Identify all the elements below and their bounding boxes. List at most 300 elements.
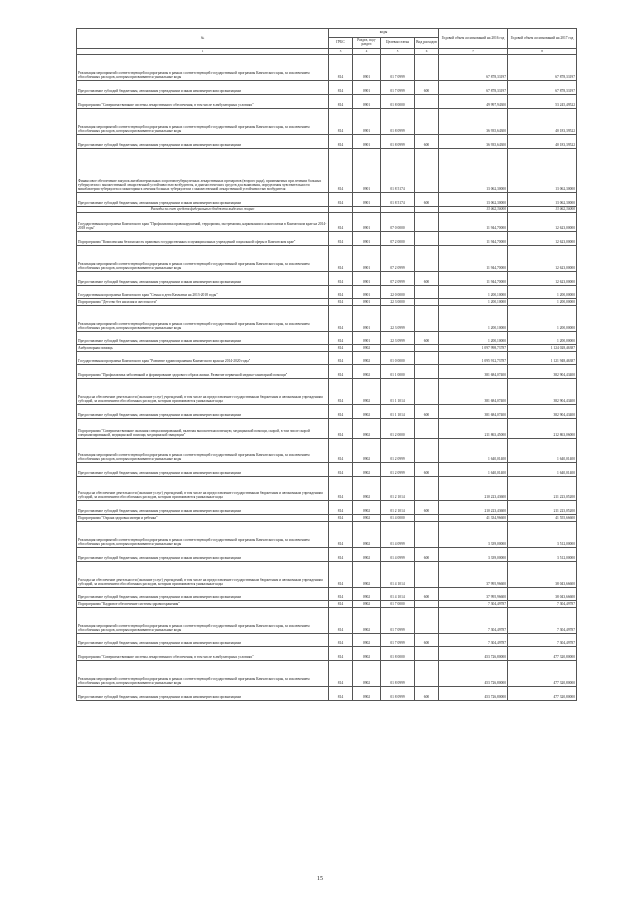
amount-2016-cell: 41 334,96600: [439, 515, 508, 522]
amount-2017-cell: 38 043,66600: [508, 562, 577, 588]
celevaya-statya-cell: 01 7 0000: [381, 601, 415, 608]
celevaya-statya-cell: 01 8 5174: [381, 193, 415, 207]
amount-2016-cell: 381 684,07400: [439, 379, 508, 405]
razdel-cell: 0902: [353, 352, 381, 365]
row-name-cell: Предоставление субсидий бюджетным, автономным учреждениям и иным некоммерческим организациям: [77, 588, 329, 601]
grbs-cell: 814: [329, 286, 353, 299]
header-celevaya: Целевая статья: [381, 38, 415, 49]
amount-2017-cell: 212 863,06000: [508, 419, 577, 439]
razdel-cell: 0902: [353, 379, 381, 405]
grbs-cell: 814: [329, 588, 353, 601]
razdel-cell: 0901: [353, 232, 381, 246]
amount-2017-cell: 12 623,00000: [508, 246, 577, 272]
razdel-cell: 0901: [353, 193, 381, 207]
row-name-cell: Предоставление субсидий бюджетным, автономным учреждениям и иным некоммерческим организациям: [77, 193, 329, 207]
row-name-cell: Финансовое обеспечение закупок антибактериальных и противотуберкулезных лекарственных препаратов (второго ряда), применяемых при лечении больных туберкулезом с множественной лекарственной устойчивостью возбудителя, и диагностических средств для выявления, определения чувствительности микобактерии туберкулеза и мониторинга лечения больных туберкулезом с множественной лекарственной устойчивостью возбудителя: [77, 149, 329, 193]
grbs-cell: 814: [329, 345, 353, 352]
amount-2017-cell: 211 223,05200: [508, 501, 577, 515]
amount-2016-cell: 1 640,01400: [439, 463, 508, 477]
amount-2017-cell: 3 512,00000: [508, 522, 577, 548]
table-row: [77, 246, 577, 272]
celevaya-statya-cell: 01 2 0999: [381, 463, 415, 477]
grbs-cell: 814: [329, 477, 353, 501]
header-grbs: ГРБС: [329, 38, 353, 49]
row-name-cell: Государственная программа Камчатского края "Семья и дети Камчатки на 2013-2018 годы": [77, 286, 329, 299]
celevaya-statya-cell: 01 8 0999: [381, 135, 415, 149]
celevaya-statya-cell: 01 2 1014: [381, 501, 415, 515]
vid-rashodov-cell: [415, 352, 439, 365]
header-year-2016: Годовой объем ассигнований на 2016 год: [439, 29, 508, 49]
razdel-cell: 0901: [353, 272, 381, 286]
celevaya-statya-cell: 01 4 0999: [381, 548, 415, 562]
table-row: [77, 522, 577, 548]
table-body: [77, 55, 577, 701]
amount-2017-cell: 67 878,33197: [508, 81, 577, 95]
table-row: [77, 501, 577, 515]
row-name-cell: Реализация мероприятий соответствующей подпрограммы в рамках соответствующей государственной программы Камчатского края, за исключением обособленных расходов, которым присваиваются уникальные коды: [77, 246, 329, 272]
row-name-cell: Предоставление субсидий бюджетным, автономным учреждениям и иным некоммерческим организациям: [77, 405, 329, 419]
celevaya-statya-cell: 01 1 1014: [381, 405, 415, 419]
vid-rashodov-cell: [415, 286, 439, 299]
amount-2017-cell: 1 200,00000: [508, 299, 577, 306]
amount-2017-cell: 382 904,43400: [508, 379, 577, 405]
grbs-cell: 814: [329, 548, 353, 562]
table-row: [77, 213, 577, 232]
grbs-cell: 814: [329, 419, 353, 439]
amount-2016-cell: 1 200,10000: [439, 286, 508, 299]
vid-rashodov-cell: [415, 562, 439, 588]
table-row: [77, 272, 577, 286]
vid-rashodov-cell: [415, 149, 439, 193]
amount-2016-cell: 67 878,33197: [439, 55, 508, 81]
amount-2017-cell: 67 878,33197: [508, 55, 577, 81]
column-number: 5: [381, 49, 415, 55]
table-row: [77, 477, 577, 501]
amount-2016-cell: 210 223,43600: [439, 501, 508, 515]
table-header: [77, 29, 577, 55]
vid-rashodov-cell: 600: [415, 332, 439, 345]
razdel-cell: 0901: [353, 299, 381, 306]
celevaya-statya-cell: 01 8 0000: [381, 647, 415, 661]
grbs-cell: 814: [329, 95, 353, 109]
celevaya-statya-cell: 01 7 0999: [381, 81, 415, 95]
amount-2017-cell: 40 183,39522: [508, 109, 577, 135]
row-name-cell: Предоставление субсидий бюджетным, автономным учреждениям и иным некоммерческим организациям: [77, 687, 329, 701]
row-name-cell: Предоставление субсидий бюджетным, автономным учреждениям и иным некоммерческим организациям: [77, 272, 329, 286]
razdel-cell: 0902: [353, 501, 381, 515]
table-row: [77, 332, 577, 345]
amount-2016-cell: 3 339,00000: [439, 522, 508, 548]
table-row: [77, 306, 577, 332]
amount-2016-cell: 37 995,96600: [439, 562, 508, 588]
vid-rashodov-cell: [415, 477, 439, 501]
amount-2017-cell: 7 304,49787: [508, 634, 577, 647]
grbs-cell: 814: [329, 379, 353, 405]
vid-rashodov-cell: [415, 439, 439, 463]
amount-2016-cell: 211 863,45000: [439, 419, 508, 439]
grbs-cell: 814: [329, 81, 353, 95]
celevaya-statya-cell: 01 8 0999: [381, 687, 415, 701]
celevaya-statya-cell: 01 1 1014: [381, 379, 415, 405]
row-name-cell: Реализация мероприятий соответствующей подпрограммы в рамках соответствующей государственной программы Камчатского края, за исключением обособленных расходов, которым присваиваются уникальные коды: [77, 661, 329, 687]
amount-2017-cell: 41 555,66600: [508, 515, 577, 522]
grbs-cell: 814: [329, 135, 353, 149]
vid-rashodov-cell: 600: [415, 135, 439, 149]
amount-2016-cell: 13 062,30000: [439, 193, 508, 207]
razdel-cell: 0901: [353, 135, 381, 149]
amount-2016-cell: 7 304,49787: [439, 608, 508, 634]
celevaya-statya-cell: 07 2 0999: [381, 246, 415, 272]
table-row: [77, 634, 577, 647]
row-name-cell: Подпрограмма "Совершенствование системы лекарственного обеспечения, в том числе в амбулаторных условиях": [77, 647, 329, 661]
row-name-cell: Предоставление субсидий бюджетным, автономным учреждениям и иным некоммерческим организациям: [77, 135, 329, 149]
row-name-cell: Подпрограмма "Профилактика заболеваний и формирование здорового образа жизни. Развитие первичной медико-санитарной помощи": [77, 365, 329, 379]
vid-rashodov-cell: 600: [415, 634, 439, 647]
vid-rashodov-cell: [415, 246, 439, 272]
celevaya-statya-cell: 01 8 0999: [381, 661, 415, 687]
vid-rashodov-cell: [415, 419, 439, 439]
table-row: [77, 352, 577, 365]
grbs-cell: 814: [329, 306, 353, 332]
amount-2017-cell: 1 124 028,46387: [508, 345, 577, 352]
row-name-cell: Предоставление субсидий бюджетным, автономным учреждениям и иным некоммерческим организациям: [77, 463, 329, 477]
amount-2016-cell: 11 944,70000: [439, 213, 508, 232]
celevaya-statya-cell: 07 2 0999: [381, 272, 415, 286]
amount-2016-cell: 37 995,96600: [439, 588, 508, 601]
celevaya-statya-cell: 07 2 0000: [381, 232, 415, 246]
table-row: [77, 405, 577, 419]
row-name-cell: Подпрограмма "Детство без насилия и жестокости": [77, 299, 329, 306]
row-name-cell: Реализация мероприятий соответствующей подпрограммы в рамках соответствующей государственной программы Камчатского края, за исключением обособленных расходов, которым присваиваются уникальные коды: [77, 109, 329, 135]
row-name-cell: Подпрограмма "Кадровое обеспечение системы здравоохранения": [77, 601, 329, 608]
table-row: [77, 345, 577, 352]
table-row: [77, 515, 577, 522]
table-row: [77, 365, 577, 379]
amount-2016-cell: 36 935,64300: [439, 109, 508, 135]
vid-rashodov-cell: [415, 379, 439, 405]
vid-rashodov-cell: [415, 213, 439, 232]
column-number: 1: [77, 49, 329, 55]
amount-2016-cell: 3 339,00000: [439, 548, 508, 562]
razdel-cell: 0901: [353, 55, 381, 81]
table-row: [77, 548, 577, 562]
table-row: [77, 286, 577, 299]
table-row: [77, 419, 577, 439]
grbs-cell: 814: [329, 332, 353, 345]
amount-2016-cell: 11 944,70000: [439, 232, 508, 246]
amount-2016-cell: 7 304,49787: [439, 634, 508, 647]
table-row: [77, 588, 577, 601]
celevaya-statya-cell: 01 4 1014: [381, 562, 415, 588]
row-name-cell: Расходы на обеспечение деятельности (оказание услуг) учреждений, в том числе на предоставление государственным бюджетным и автономным учреждениям субсидий, за исключением обособленных расходов, которым присваиваются уникальные коды: [77, 477, 329, 501]
razdel-cell: 0901: [353, 332, 381, 345]
razdel-cell: 0902: [353, 439, 381, 463]
razdel-cell: 0902: [353, 405, 381, 419]
amount-2017-cell: 1 200,00000: [508, 306, 577, 332]
grbs-cell: 814: [329, 687, 353, 701]
razdel-cell: 0902: [353, 687, 381, 701]
table-row: [77, 647, 577, 661]
vid-rashodov-cell: 600: [415, 81, 439, 95]
vid-rashodov-cell: 600: [415, 272, 439, 286]
row-name-cell: Расходы за счет средств федерального бюджета выделено жирно: [77, 207, 329, 213]
celevaya-statya-cell: 01 2 0000: [381, 419, 415, 439]
column-number: 6: [415, 49, 439, 55]
razdel-cell: 0902: [353, 477, 381, 501]
celevaya-statya-cell: 22 3 0000: [381, 299, 415, 306]
vid-rashodov-cell: [415, 661, 439, 687]
razdel-cell: 0901: [353, 81, 381, 95]
row-name-cell: Реализация мероприятий соответствующей подпрограммы в рамках соответствующей государственной программы Камчатского края, за исключением обособленных расходов, которым присваиваются уникальные коды: [77, 608, 329, 634]
grbs-cell: 814: [329, 601, 353, 608]
grbs-cell: 814: [329, 463, 353, 477]
amount-2017-cell: 1 121 948,46387: [508, 352, 577, 365]
amount-2016-cell: 1 095 912,73787: [439, 352, 508, 365]
vid-rashodov-cell: [415, 608, 439, 634]
vid-rashodov-cell: [415, 95, 439, 109]
razdel-cell: 0901: [353, 306, 381, 332]
page-number: 15: [317, 876, 323, 882]
celevaya-statya-cell: 01 4 0999: [381, 522, 415, 548]
celevaya-statya-cell: 01 7 0999: [381, 608, 415, 634]
table-row: [77, 55, 577, 81]
row-name-cell: Подпрограмма "Комплексная безопасность правовых государственных и муниципальных учреждений социальной сферы в Камчатском крае": [77, 232, 329, 246]
vid-rashodov-cell: [415, 232, 439, 246]
row-name-cell: Расходы на обеспечение деятельности (оказание услуг) учреждений, в том числе на предоставление государственным бюджетным и автономным учреждениям субсидий, за исключением обособленных расходов, которым присваиваются уникальные коды: [77, 562, 329, 588]
amount-2017-cell: 211 223,05200: [508, 477, 577, 501]
razdel-cell: 0901: [353, 109, 381, 135]
grbs-cell: 814: [329, 405, 353, 419]
razdel-cell: 0902: [353, 562, 381, 588]
razdel-cell: 0901: [353, 286, 381, 299]
amount-2017-cell: 7 304,49787: [508, 601, 577, 608]
celevaya-statya-cell: 01 7 0999: [381, 55, 415, 81]
celevaya-statya-cell: 22 0 0000: [381, 286, 415, 299]
grbs-cell: 814: [329, 193, 353, 207]
celevaya-statya-cell: 22 3 0999: [381, 306, 415, 332]
header-vid: Вид расходов: [415, 38, 439, 49]
celevaya-statya-cell: 07 0 0000: [381, 213, 415, 232]
amount-2017-cell: 477 320,80000: [508, 661, 577, 687]
header-razdel: Раздел, под-раздел: [353, 38, 381, 49]
celevaya-statya-cell: 01 2 0999: [381, 439, 415, 463]
grbs-cell: 814: [329, 515, 353, 522]
header-year-2017: Годовой объем ассигнований на 2017 год: [508, 29, 577, 49]
razdel-cell: 0902: [353, 463, 381, 477]
grbs-cell: 814: [329, 299, 353, 306]
grbs-cell: 814: [329, 365, 353, 379]
razdel-cell: 0902: [353, 647, 381, 661]
vid-rashodov-cell: 600: [415, 405, 439, 419]
amount-2016-cell: 453 726,80000: [439, 687, 508, 701]
amount-2016-cell: 49 997,94300: [439, 95, 508, 109]
row-name-cell: Предоставление субсидий бюджетным, автономным учреждениям и иным некоммерческим организациям: [77, 501, 329, 515]
amount-2017-cell: 1 200,00000: [508, 286, 577, 299]
razdel-cell: 0901: [353, 246, 381, 272]
header-num: №: [77, 29, 329, 49]
grbs-cell: 814: [329, 634, 353, 647]
vid-rashodov-cell: [415, 345, 439, 352]
amount-2017-cell: 1 640,01400: [508, 463, 577, 477]
row-name-cell: Предоставление субсидий бюджетным, автономным учреждениям и иным некоммерческим организациям: [77, 332, 329, 345]
amount-2016-cell: 11 944,70000: [439, 246, 508, 272]
table-row: [77, 661, 577, 687]
table-row: [77, 463, 577, 477]
table-row: [77, 193, 577, 207]
row-name-cell: Реализация мероприятий соответствующей подпрограммы в рамках соответствующей государственной программы Камчатского края, за исключением обособленных расходов, которым присваиваются уникальные коды: [77, 55, 329, 81]
vid-rashodov-cell: [415, 601, 439, 608]
table-row: [77, 601, 577, 608]
celevaya-statya-cell: 01 4 0000: [381, 515, 415, 522]
razdel-cell: 0902: [353, 515, 381, 522]
table-row: [77, 232, 577, 246]
razdel-cell: 0902: [353, 661, 381, 687]
vid-rashodov-cell: [415, 515, 439, 522]
row-name-cell: Амбулаторная помощь: [77, 345, 329, 352]
amount-2016-cell: 11 944,70000: [439, 272, 508, 286]
amount-2016-cell: 1 200,10000: [439, 306, 508, 332]
amount-2016-cell: 67 878,33197: [439, 81, 508, 95]
razdel-cell: 0902: [353, 345, 381, 352]
razdel-cell: 0902: [353, 548, 381, 562]
column-number: 4: [353, 49, 381, 55]
vid-rashodov-cell: [415, 365, 439, 379]
vid-rashodov-cell: 600: [415, 501, 439, 515]
amount-2017-cell: 13 062,30000: [508, 193, 577, 207]
razdel-cell: 0901: [353, 95, 381, 109]
amount-2017-cell: 13 062,30000: [508, 207, 577, 213]
razdel-cell: 0901: [353, 213, 381, 232]
grbs-cell: 814: [329, 149, 353, 193]
column-number: 7: [439, 49, 508, 55]
table-row: [77, 687, 577, 701]
row-name-cell: Государственная программа Камчатского края "Профилактика правонарушений, терроризма, экстремизма, наркомании и алкоголизма в Камчатском крае на 2014-2018 годы": [77, 213, 329, 232]
column-number: 3: [329, 49, 353, 55]
razdel-cell: 0902: [353, 634, 381, 647]
celevaya-statya-cell: 01 0 0000: [381, 352, 415, 365]
table-row: [77, 95, 577, 109]
razdel-cell: 0902: [353, 608, 381, 634]
vid-rashodov-cell: 600: [415, 687, 439, 701]
amount-2017-cell: 12 623,00000: [508, 232, 577, 246]
row-name-cell: Предоставление субсидий бюджетным, автономным учреждениям и иным некоммерческим организациям: [77, 548, 329, 562]
grbs-cell: 814: [329, 232, 353, 246]
header-codes: коды: [329, 29, 439, 38]
amount-2017-cell: 12 623,00000: [508, 213, 577, 232]
grbs-cell: 814: [329, 246, 353, 272]
amount-2017-cell: 1 640,01400: [508, 439, 577, 463]
vid-rashodov-cell: [415, 55, 439, 81]
row-name-cell: Реализация мероприятий соответствующей подпрограммы в рамках соответствующей государственной программы Камчатского края, за исключением обособленных расходов, которым присваиваются уникальные коды: [77, 522, 329, 548]
amount-2016-cell: 13 062,30000: [439, 207, 508, 213]
celevaya-statya-cell: 01 7 0999: [381, 634, 415, 647]
column-number: 8: [508, 49, 577, 55]
amount-2017-cell: 12 623,00000: [508, 272, 577, 286]
table-row: [77, 149, 577, 193]
celevaya-statya-cell: 22 3 0999: [381, 332, 415, 345]
amount-2017-cell: 382 904,43400: [508, 365, 577, 379]
grbs-cell: 814: [329, 55, 353, 81]
amount-2016-cell: 36 935,64300: [439, 135, 508, 149]
grbs-cell: 814: [329, 608, 353, 634]
celevaya-statya-cell: 01 8 0999: [381, 109, 415, 135]
amount-2016-cell: 453 726,80000: [439, 647, 508, 661]
amount-2016-cell: 381 684,07400: [439, 405, 508, 419]
amount-2017-cell: 382 904,43400: [508, 405, 577, 419]
row-name-cell: Подпрограмма "Совершенствование системы лекарственного обеспечения, в том числе в амбулаторных условиях": [77, 95, 329, 109]
razdel-cell: 0902: [353, 588, 381, 601]
celevaya-statya-cell: 01 8 5174: [381, 149, 415, 193]
amount-2016-cell: 453 726,80000: [439, 661, 508, 687]
row-name-cell: Реализация мероприятий соответствующей подпрограммы в рамках соответствующей государственной программы Камчатского края, за исключением обособленных расходов, которым присваиваются уникальные коды: [77, 306, 329, 332]
vid-rashodov-cell: [415, 109, 439, 135]
grbs-cell: 814: [329, 562, 353, 588]
grbs-cell: 814: [329, 661, 353, 687]
table-row: [77, 109, 577, 135]
table-row: [77, 379, 577, 405]
vid-rashodov-cell: 600: [415, 463, 439, 477]
amount-2016-cell: 7 304,49787: [439, 601, 508, 608]
amount-2016-cell: 1 200,10000: [439, 299, 508, 306]
vid-rashodov-cell: 600: [415, 588, 439, 601]
grbs-cell: 814: [329, 647, 353, 661]
grbs-cell: 814: [329, 213, 353, 232]
row-name-cell: Расходы на обеспечение деятельности (оказание услуг) учреждений, в том числе на предоставление государственным бюджетным и автономным учреждениям субсидий, за исключением обособленных расходов, которым присваиваются уникальные коды: [77, 379, 329, 405]
amount-2016-cell: 1 640,01400: [439, 439, 508, 463]
grbs-cell: 814: [329, 439, 353, 463]
amount-2017-cell: 477 320,80000: [508, 647, 577, 661]
razdel-cell: 0902: [353, 365, 381, 379]
amount-2017-cell: 40 183,39522: [508, 135, 577, 149]
amount-2016-cell: 1 097 998,73787: [439, 345, 508, 352]
vid-rashodov-cell: [415, 299, 439, 306]
amount-2017-cell: 477 320,80000: [508, 687, 577, 701]
grbs-cell: 814: [329, 272, 353, 286]
amount-2017-cell: 13 062,30000: [508, 149, 577, 193]
celevaya-statya-cell: 01 1 0000: [381, 365, 415, 379]
celevaya-statya-cell: 01 8 0000: [381, 95, 415, 109]
table-row: [77, 299, 577, 306]
row-name-cell: Государственная программа Камчатского края "Развитие здравоохранения Камчатского края на 2014-2020 годы": [77, 352, 329, 365]
grbs-cell: 814: [329, 501, 353, 515]
table-row: [77, 608, 577, 634]
table-row: [77, 562, 577, 588]
grbs-cell: 814: [329, 522, 353, 548]
row-name-cell: Предоставление субсидий бюджетным, автономным учреждениям и иным некоммерческим организациям: [77, 81, 329, 95]
amount-2016-cell: 13 062,30000: [439, 149, 508, 193]
vid-rashodov-cell: 600: [415, 548, 439, 562]
amount-2017-cell: 7 304,49787: [508, 608, 577, 634]
vid-rashodov-cell: [415, 647, 439, 661]
table-row: [77, 439, 577, 463]
table-row: [77, 81, 577, 95]
amount-2016-cell: 381 684,07400: [439, 365, 508, 379]
row-name-cell: Предоставление субсидий бюджетным, автономным учреждениям и иным некоммерческим организациям: [77, 634, 329, 647]
amount-2017-cell: 1 200,00000: [508, 332, 577, 345]
amount-2016-cell: 1 200,10000: [439, 332, 508, 345]
amount-2017-cell: 53 245,49522: [508, 95, 577, 109]
vid-rashodov-cell: [415, 306, 439, 332]
razdel-cell: 0902: [353, 522, 381, 548]
row-name-cell: Подпрограмма "Совершенствование оказания специализированной, включая высокотехнологичную, медицинской помощи, скорой, в том числе скорой специализированной, медицинской помощи, медицинской эвакуации": [77, 419, 329, 439]
celevaya-statya-cell: 01 4 1014: [381, 588, 415, 601]
budget-table: [76, 28, 577, 701]
grbs-cell: 814: [329, 352, 353, 365]
celevaya-statya-cell: [381, 345, 415, 352]
celevaya-statya-cell: 01 2 1014: [381, 477, 415, 501]
row-name-cell: Подпрограмма "Охрана здоровья матери и ребенка": [77, 515, 329, 522]
razdel-cell: 0902: [353, 419, 381, 439]
